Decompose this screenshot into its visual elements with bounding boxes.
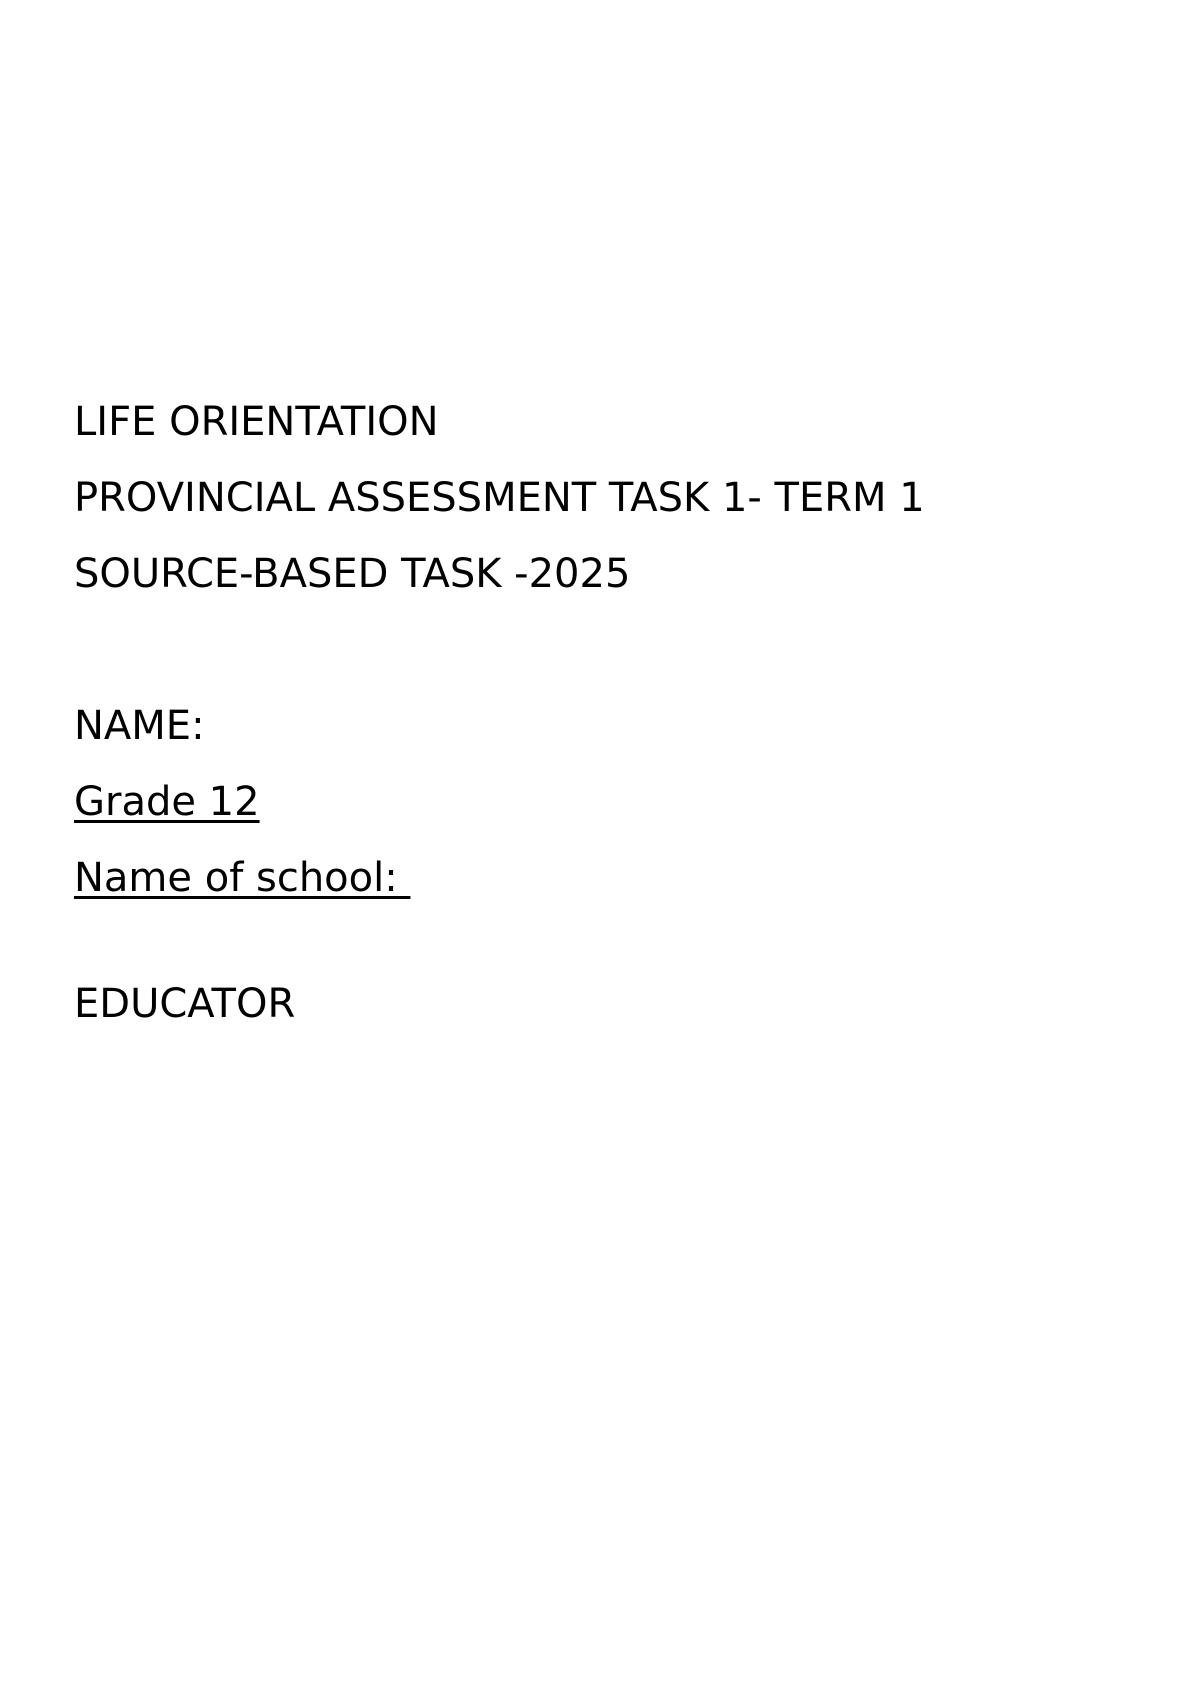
task-title: SOURCE-BASED TASK -2025: [74, 551, 631, 597]
educator-label: EDUCATOR: [74, 981, 296, 1027]
name-label: NAME:: [74, 703, 205, 749]
school-name-label: Name of school:: [74, 855, 411, 901]
assessment-title: PROVINCIAL ASSESSMENT TASK 1- TERM 1: [74, 475, 925, 521]
subject-title: LIFE ORIENTATION: [74, 399, 439, 445]
grade-label: Grade 12: [74, 779, 260, 825]
